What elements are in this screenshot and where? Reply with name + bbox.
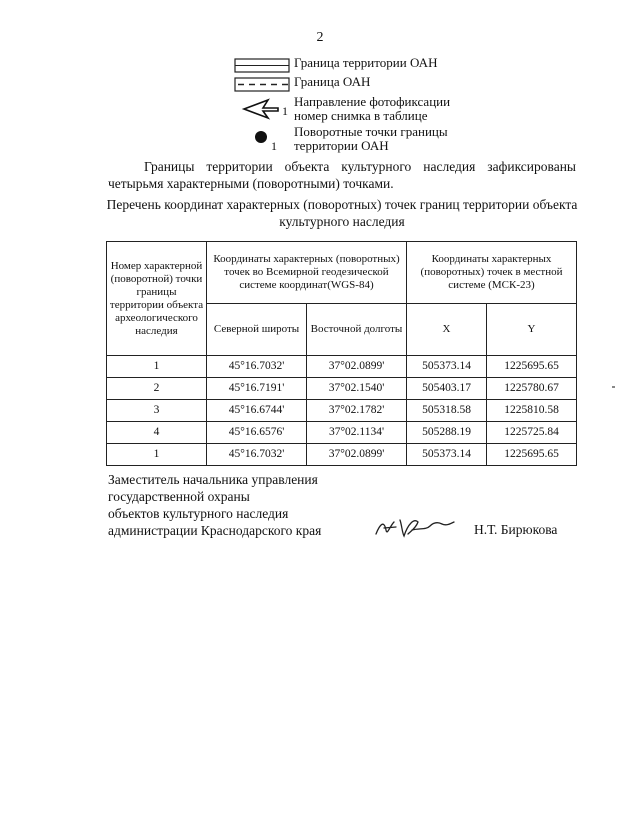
cell-latitude: 45°16.7191' — [207, 378, 307, 400]
page-number: 2 — [316, 30, 324, 45]
intro-paragraph: Границы территории объекта культурного наследия зафиксированы четырьмя характерными (поворотными) точками. — [108, 159, 576, 191]
signer-position-line: Заместитель начальника управления — [108, 472, 318, 487]
signature-block — [108, 471, 321, 539]
turning-point-dot-icon — [234, 125, 290, 155]
cell-y: 1225695.65 — [487, 356, 577, 378]
cell-x: 505373.14 — [407, 356, 487, 378]
coordinates-table — [106, 241, 577, 466]
signer-position-line: государственной охраны — [108, 489, 250, 504]
legend-label: Граница территории ОАН — [294, 55, 438, 70]
cell-longitude: 37°02.1540' — [307, 378, 407, 400]
cell-longitude: 37°02.0899' — [307, 444, 407, 466]
cell-longitude: 37°02.1782' — [307, 400, 407, 422]
cell-latitude: 45°16.6576' — [207, 422, 307, 444]
cell-latitude: 45°16.7032' — [207, 356, 307, 378]
table-row — [107, 444, 577, 466]
cell-x: 505373.14 — [407, 444, 487, 466]
signer-position-line: объектов культурного наследия — [108, 506, 289, 521]
dashed-border-icon — [234, 75, 290, 95]
cell-longitude: 37°02.1134' — [307, 422, 407, 444]
header-wgs84: Координаты характерных (поворотных) точек во Всемирной геодезической системе координат(WGS-84) — [207, 242, 407, 304]
cell-y: 1225725.84 — [487, 422, 577, 444]
header-point-number: Номер характерной (поворотной) точки границы территории объекта археологического наследия — [107, 242, 207, 356]
table-row — [107, 356, 577, 378]
table-row — [107, 400, 577, 422]
photo-number-marker: 1 — [282, 104, 288, 118]
header-latitude: Северной широты — [207, 304, 307, 356]
header-longitude: Восточной долготы — [307, 304, 407, 356]
cell-latitude: 45°16.7032' — [207, 444, 307, 466]
cell-x: 505288.19 — [407, 422, 487, 444]
table-row — [107, 378, 577, 400]
legend-label-line: номер снимка в таблице — [294, 108, 428, 123]
legend-label-line: Поворотные точки границы — [294, 124, 448, 139]
cell-y: 1225780.67 — [487, 378, 577, 400]
cell-x: 505318.58 — [407, 400, 487, 422]
legend-label-line: территории ОАН — [294, 138, 389, 153]
legend-label-line: Направление фотофиксации — [294, 94, 451, 109]
cell-point: 1 — [107, 356, 207, 378]
cell-x: 505403.17 — [407, 378, 487, 400]
cell-point: 4 — [107, 422, 207, 444]
turning-point-marker: 1 — [271, 139, 277, 153]
cell-point: 2 — [107, 378, 207, 400]
cell-point: 3 — [107, 400, 207, 422]
cell-y: 1225695.65 — [487, 444, 577, 466]
header-x: X — [407, 304, 487, 356]
signer-position-line: администрации Краснодарского края — [108, 523, 322, 538]
handwritten-signature — [372, 512, 456, 542]
header-msk23: Координаты характерных (поворотных) точек в местной системе (МСК-23) — [407, 242, 577, 304]
header-y: Y — [487, 304, 577, 356]
cell-latitude: 45°16.6744' — [207, 400, 307, 422]
cell-longitude: 37°02.0899' — [307, 356, 407, 378]
table-row — [107, 422, 577, 444]
signer-name: Н.Т. Бирюкова — [474, 522, 558, 537]
cell-y: 1225810.58 — [487, 400, 577, 422]
cell-point: 1 — [107, 444, 207, 466]
scan-speck — [612, 386, 615, 388]
table-title: Перечень координат характерных (поворотных) точек границ территории объекта культурного наследия — [106, 197, 578, 229]
legend-label: Граница ОАН — [294, 74, 371, 89]
photo-direction-arrow-icon — [234, 95, 290, 125]
double-line-border-icon — [234, 56, 290, 76]
